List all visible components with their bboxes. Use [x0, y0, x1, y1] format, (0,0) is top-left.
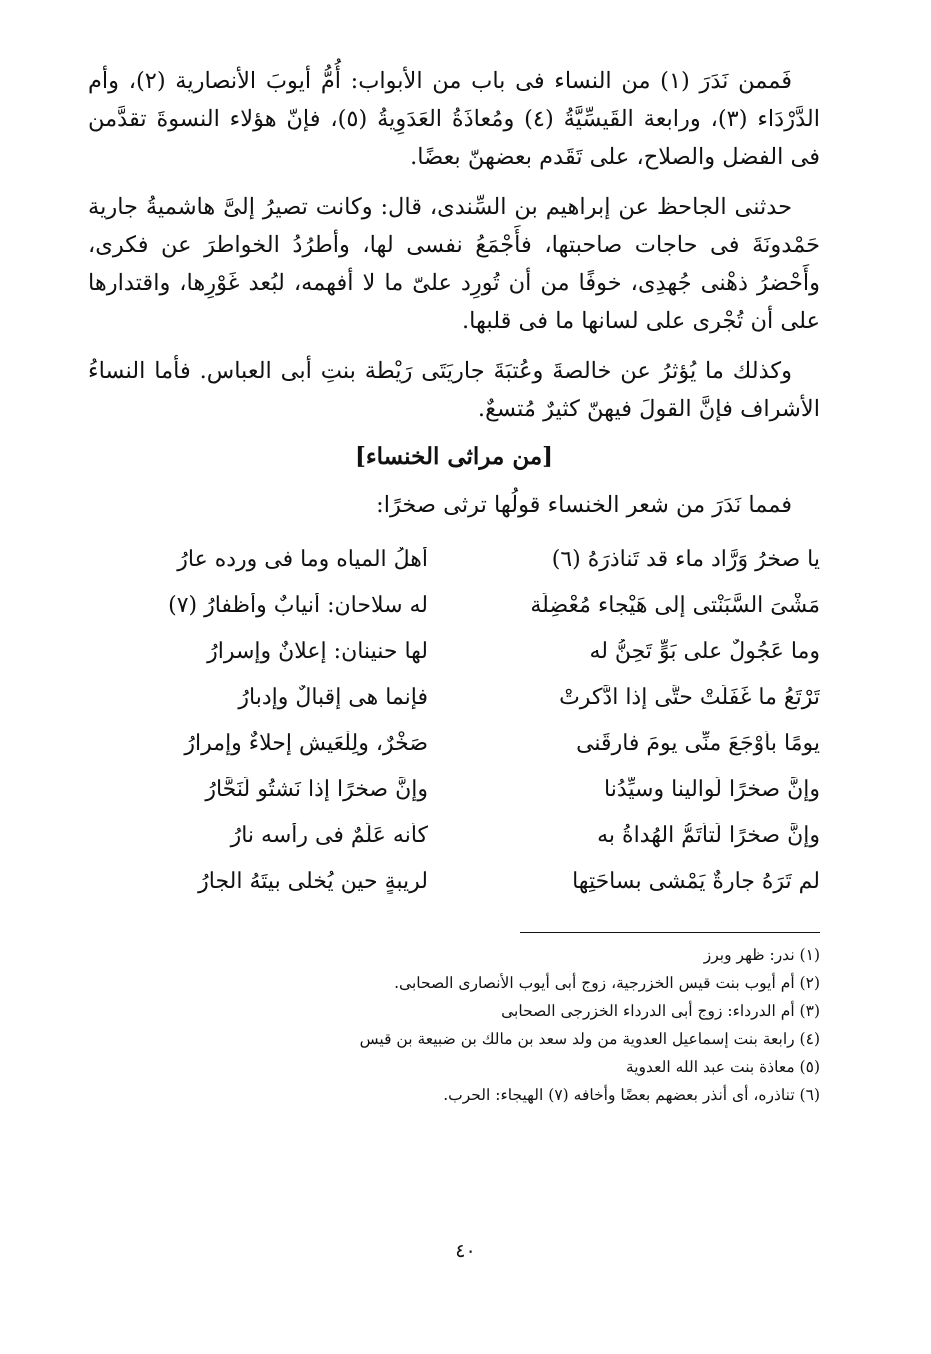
- poem-verse: [88, 812, 820, 858]
- poem-verse: [88, 628, 820, 674]
- poem-verse: [88, 858, 820, 904]
- paragraph-1: فَممن نَدَرَ (١) من النساء فى باب من الأبواب: أُمُّ أيوبَ الأنصارية (٢)، وأم الدَّرْدَاء (٣)، ورابعة القَيسِّيَّةُ (٤) ومُعاذَةُ العَدَوِيةُ (٥)، فإنّ هؤلاء النسوةَ تقدَّمن فى الفضل والصلاح، على تَقَدم بعضهنّ بعضًا.: [88, 68, 820, 170]
- footnote: (٢) أم أيوب بنت قيس الخزرجية، زوج أبى أيوب الأنصارى الصحابى.: [394, 974, 820, 992]
- footnote: (١) ندر: ظهر وبرز: [703, 946, 820, 964]
- poem-verse: [88, 674, 820, 720]
- verse-second-hemistich: كأنه عَلَمٌ فى رأسه نارُ: [230, 822, 428, 848]
- footnotes: [88, 941, 820, 1109]
- verse-second-hemistich: لريبةٍ حين يُخلى بيتَهُ الجارُ: [198, 868, 428, 894]
- footnote: (٥) معاذة بنت عبد الله العدوية: [625, 1058, 820, 1076]
- footnote: (٤) رابعة بنت إسماعيل العدوية من ولد سعد بن مالك بن ضبيعة بن قيس: [359, 1030, 820, 1048]
- verse-first-hemistich: يومًا بأوْجَعَ منِّى يومَ فارقَنى: [576, 730, 820, 756]
- page-number: ٤٠: [455, 1240, 476, 1262]
- verse-first-hemistich: وإنَّ صخرًا لَتأْتَمُّ الهُداةُ به: [597, 822, 820, 848]
- footnote-divider: [520, 932, 820, 933]
- poem-verse: [88, 766, 820, 812]
- paragraph-3: وكذلك ما يُؤثرُ عن خالصةَ وعُتبَةَ جاريَتَى رَيْطة بنتِ أبى العباس. فأما النساءُ الأشراف فإنَّ القولَ فيهنّ كثيرٌ مُتسعٌ.: [88, 358, 820, 422]
- verse-first-hemistich: وما عَجُولٌ على بَوٍّ تَحِنُّ له: [589, 638, 820, 664]
- verse-first-hemistich: وإنَّ صخرًا لَوالينا وسيِّدُنا: [604, 776, 820, 802]
- verse-second-hemistich: فإنما هى إقبالٌ وإدبارُ: [238, 684, 428, 710]
- verse-first-hemistich: تَرْتَعُ ما غَفَلَتْ حتَّى إذا ادَّكرتْ: [559, 684, 820, 710]
- verse-second-hemistich: أهلُ المياه وما فى ورده عارُ: [177, 546, 428, 572]
- verse-first-hemistich: يا صخرُ وَرَّاد ماء قد تَناذرَهُ (٦): [551, 546, 820, 572]
- section-heading: [من مراثى الخنساء]: [354, 443, 554, 470]
- poem: [88, 536, 820, 904]
- page-body: [88, 62, 820, 1109]
- footnote: (٦) تناذره، أى أنذر بعضهم بعضًا وأخافه (٧) الهيجاء: الحرب.: [443, 1086, 820, 1104]
- verse-second-hemistich: له سلاحان: أنيابٌ وأظفارُ (٧): [168, 592, 428, 618]
- poem-verse: [88, 720, 820, 766]
- verse-second-hemistich: وإنَّ صخرًا إذا نَشتُو لَنَحَّارُ: [205, 776, 428, 802]
- poem-intro: فمما نَدَرَ من شعر الخنساء قولُها ترثى صخرًا:: [376, 492, 792, 518]
- poem-verse: [88, 536, 820, 582]
- verse-second-hemistich: صَخْرٌ، ولِلْعَيش إحلاءٌ وإمرارُ: [184, 730, 428, 756]
- verse-first-hemistich: لم تَرَهُ جارةٌ يَمْشى بساحَتِها: [572, 868, 820, 894]
- verse-first-hemistich: مَشْىَ السَّبَنْتى إلى هَيْجاء مُعْضِلَة: [530, 592, 820, 618]
- paragraph-2: حدثنى الجاحظ عن إبراهيم بن السِّندى، قال: وكانت تصيرُ إلىَّ هاشميةُ جارية حَمْدونَةَ فى حاجات صاحبتها، فأَجْمَعُ نفسى لها، وأطرُدُ الخواطرَ عن فكرى، وأَحْضرُ ذهْنى جُهدِى، خوفًا من أن تُورِد علىّ ما لا أفهمه، لبُعد غَوْرِها، واقتدارها على أن تُجْرى على لسانها ما فى قلبها.: [88, 194, 820, 334]
- footnote: (٣) أم الدرداء: زوج أبى الدرداء الخزرجى الصحابى: [501, 1002, 820, 1020]
- poem-verse: [88, 582, 820, 628]
- verse-second-hemistich: لها حنينان: إعلانٌ وإسرارُ: [207, 638, 428, 664]
